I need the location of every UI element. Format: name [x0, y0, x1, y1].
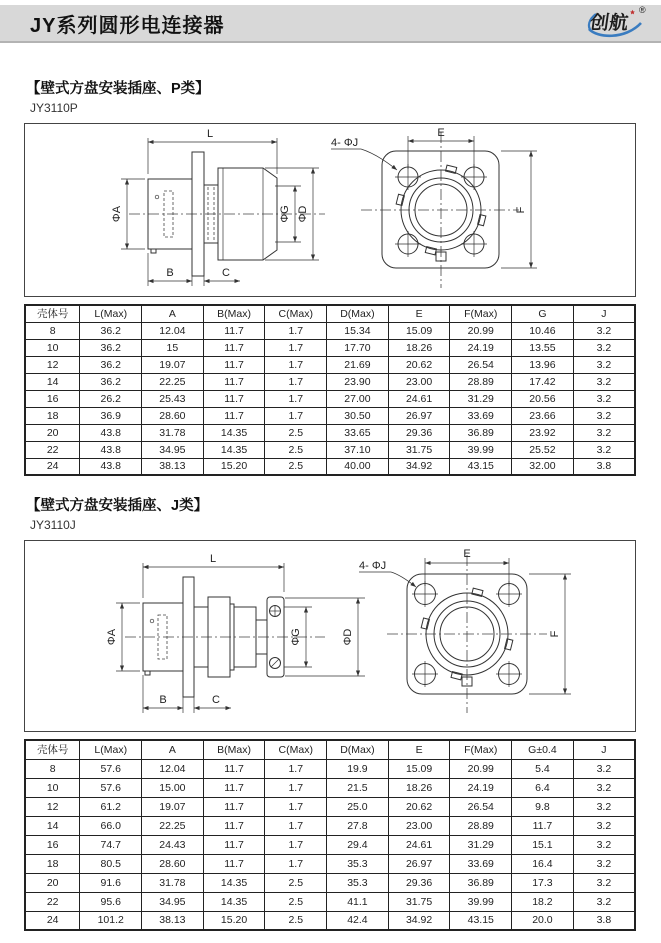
table-row [25, 873, 635, 892]
column-header: F(Max) [450, 305, 512, 322]
table-row [25, 797, 635, 816]
column-header: J [573, 305, 635, 322]
dim-label-l: L [206, 128, 214, 140]
dim-label-phi-d: ΦD [342, 628, 354, 646]
table-cell: 2.5 [265, 873, 327, 892]
table-cell: 1.7 [265, 390, 327, 407]
table-header-row [25, 305, 635, 322]
table-cell: 20.56 [512, 390, 574, 407]
table-cell: 11.7 [203, 322, 265, 339]
table-cell: 3.2 [573, 441, 635, 458]
table-cell: 10.46 [512, 322, 574, 339]
drawing-j-type-svg [25, 541, 635, 731]
table-cell: 25.0 [327, 797, 389, 816]
column-header: D(Max) [327, 740, 389, 759]
table-cell: 11.7 [203, 854, 265, 873]
table-cell: 11.7 [203, 356, 265, 373]
column-header: B(Max) [203, 740, 265, 759]
table-cell: 31.29 [450, 390, 512, 407]
holes-label: 4- ΦJ [359, 560, 387, 572]
table-row [25, 424, 635, 441]
column-header: J [573, 740, 635, 759]
front-view-j [359, 548, 571, 713]
side-view-p [111, 128, 325, 286]
table-cell: 8 [25, 322, 80, 339]
table-cell: 66.0 [80, 816, 142, 835]
column-header: G [512, 305, 574, 322]
table-cell: 57.6 [80, 759, 142, 778]
column-header: L(Max) [80, 740, 142, 759]
table-cell: 32.00 [512, 458, 574, 475]
table-cell: 1.7 [265, 759, 327, 778]
table-cell: 15.20 [203, 458, 265, 475]
side-view-j [106, 553, 365, 713]
brand-logo [583, 2, 651, 44]
table-cell: 23.00 [388, 373, 450, 390]
table-cell: 24 [25, 911, 80, 930]
table-cell: 24.19 [450, 339, 512, 356]
table-cell: 35.3 [327, 873, 389, 892]
table-cell: 20 [25, 424, 80, 441]
column-header: E [388, 305, 450, 322]
table-cell: 31.78 [142, 424, 204, 441]
table-cell: 33.69 [450, 854, 512, 873]
table-cell: 5.4 [512, 759, 574, 778]
table-cell: 43.8 [80, 458, 142, 475]
dim-label-f: F [515, 206, 527, 214]
table-cell: 10 [25, 778, 80, 797]
table-cell: 1.7 [265, 373, 327, 390]
dim-label-phi-g: ΦG [290, 628, 302, 646]
table-cell: 3.2 [573, 339, 635, 356]
table-cell: 1.7 [265, 778, 327, 797]
table-cell: 3.2 [573, 390, 635, 407]
column-header: A [142, 740, 204, 759]
dim-label-c: C [222, 267, 230, 279]
table-cell: 17.3 [512, 873, 574, 892]
table-cell: 3.8 [573, 458, 635, 475]
column-header: G±0.4 [512, 740, 574, 759]
table-cell: 27.00 [327, 390, 389, 407]
table-cell: 14 [25, 373, 80, 390]
table-cell: 101.2 [80, 911, 142, 930]
dimension-table-j-type [24, 739, 636, 931]
table-cell: 29.36 [388, 424, 450, 441]
table-cell: 22 [25, 892, 80, 911]
column-header: 壳体号 [25, 740, 80, 759]
table-cell: 15.34 [327, 322, 389, 339]
table-cell: 18 [25, 854, 80, 873]
table-cell: 1.7 [265, 322, 327, 339]
column-header: C(Max) [265, 740, 327, 759]
table-cell: 23.66 [512, 407, 574, 424]
header-bar [0, 5, 661, 43]
table-cell: 3.2 [573, 778, 635, 797]
table-cell: 11.7 [203, 407, 265, 424]
table-cell: 18.26 [388, 339, 450, 356]
table-cell: 18.26 [388, 778, 450, 797]
table-cell: 26.97 [388, 854, 450, 873]
table-cell: 20.62 [388, 797, 450, 816]
table-cell: 26.97 [388, 407, 450, 424]
table-cell: 12 [25, 797, 80, 816]
table-cell: 36.2 [80, 322, 142, 339]
table-cell: 21.5 [327, 778, 389, 797]
table-cell: 91.6 [80, 873, 142, 892]
table-cell: 2.5 [265, 424, 327, 441]
table-cell: 11.7 [203, 797, 265, 816]
table-cell: 24.61 [388, 390, 450, 407]
table-cell: 24.43 [142, 835, 204, 854]
table-cell: 31.75 [388, 441, 450, 458]
table-cell: 20 [25, 873, 80, 892]
table-cell: 18.2 [512, 892, 574, 911]
table-row [25, 835, 635, 854]
dim-label-phi-g: ΦG [279, 205, 291, 223]
table-cell: 30.50 [327, 407, 389, 424]
table-cell: 14.35 [203, 424, 265, 441]
table-cell: 11.7 [203, 373, 265, 390]
table-cell: 36.89 [450, 424, 512, 441]
table-cell: 34.95 [142, 441, 204, 458]
table-cell: 57.6 [80, 778, 142, 797]
table-cell: 12.04 [142, 322, 204, 339]
table-cell: 36.89 [450, 873, 512, 892]
table-row [25, 339, 635, 356]
table-cell: 36.2 [80, 373, 142, 390]
table-cell: 23.00 [388, 816, 450, 835]
column-header: L(Max) [80, 305, 142, 322]
table-cell: 23.90 [327, 373, 389, 390]
table-cell: 28.89 [450, 373, 512, 390]
table-cell: 3.2 [573, 892, 635, 911]
section-heading-p-type: 【壁式方盘安装插座、P类】 [26, 81, 210, 97]
table-cell: 40.00 [327, 458, 389, 475]
table-cell: 31.75 [388, 892, 450, 911]
table-cell: 3.2 [573, 854, 635, 873]
table-cell: 20.0 [512, 911, 574, 930]
table-row [25, 441, 635, 458]
table-cell: 3.2 [573, 797, 635, 816]
table-cell: 15 [142, 339, 204, 356]
registered-mark: ® [639, 5, 646, 15]
table-row [25, 373, 635, 390]
table-cell: 13.96 [512, 356, 574, 373]
table-row [25, 356, 635, 373]
dim-label-e: E [437, 127, 445, 139]
dim-label-phi-d: ΦD [297, 205, 309, 223]
table-cell: 15.09 [388, 322, 450, 339]
technical-drawing-p-type [24, 123, 636, 297]
table-cell: 3.8 [573, 911, 635, 930]
table-cell: 21.69 [327, 356, 389, 373]
drawing-p-type-svg [25, 124, 635, 296]
table-cell: 3.2 [573, 759, 635, 778]
table-cell: 14.35 [203, 892, 265, 911]
table-cell: 29.36 [388, 873, 450, 892]
table-cell: 80.5 [80, 854, 142, 873]
table-cell: 1.7 [265, 854, 327, 873]
table-cell: 39.99 [450, 892, 512, 911]
table-cell: 24.61 [388, 835, 450, 854]
table-cell: 1.7 [265, 339, 327, 356]
column-header: F(Max) [450, 740, 512, 759]
table-cell: 22.25 [142, 373, 204, 390]
table-cell: 8 [25, 759, 80, 778]
table-row [25, 322, 635, 339]
table-cell: 3.2 [573, 424, 635, 441]
table-cell: 14.35 [203, 873, 265, 892]
table-cell: 1.7 [265, 356, 327, 373]
table-cell: 28.89 [450, 816, 512, 835]
table-cell: 26.54 [450, 356, 512, 373]
table-cell: 28.60 [142, 854, 204, 873]
table-cell: 36.2 [80, 356, 142, 373]
table-cell: 36.9 [80, 407, 142, 424]
table-cell: 43.8 [80, 424, 142, 441]
table-cell: 34.92 [388, 911, 450, 930]
table-cell: 26.2 [80, 390, 142, 407]
table-cell: 16 [25, 835, 80, 854]
table-cell: 11.7 [203, 339, 265, 356]
column-header: A [142, 305, 204, 322]
dim-label-b: B [159, 694, 167, 706]
table-cell: 3.2 [573, 322, 635, 339]
table-cell: 11.7 [203, 778, 265, 797]
table-cell: 34.95 [142, 892, 204, 911]
front-view-p [331, 127, 537, 288]
column-header: D(Max) [327, 305, 389, 322]
model-code-jy3110j: JY3110J [30, 518, 76, 532]
table-cell: 3.2 [573, 816, 635, 835]
table-row [25, 854, 635, 873]
table-cell: 61.2 [80, 797, 142, 816]
table-cell: 38.13 [142, 458, 204, 475]
table-row [25, 816, 635, 835]
table-cell: 2.5 [265, 458, 327, 475]
table-cell: 14 [25, 816, 80, 835]
dim-label-b: B [166, 267, 174, 279]
table-cell: 3.2 [573, 407, 635, 424]
table-cell: 42.4 [327, 911, 389, 930]
table-row [25, 390, 635, 407]
table-cell: 20.62 [388, 356, 450, 373]
table-cell: 17.42 [512, 373, 574, 390]
table-cell: 14.35 [203, 441, 265, 458]
table-cell: 23.92 [512, 424, 574, 441]
table-cell: 3.2 [573, 873, 635, 892]
table-cell: 43.8 [80, 441, 142, 458]
dim-label-phi-a: ΦA [111, 205, 123, 223]
table-cell: 19.07 [142, 797, 204, 816]
dim-label-f: F [549, 630, 561, 638]
table-cell: 22.25 [142, 816, 204, 835]
table-cell: 33.69 [450, 407, 512, 424]
table-cell: 29.4 [327, 835, 389, 854]
table-header-row [25, 740, 635, 759]
table-cell: 12 [25, 356, 80, 373]
dim-label-phi-a: ΦA [106, 628, 118, 646]
table-cell: 43.15 [450, 911, 512, 930]
table-cell: 15.20 [203, 911, 265, 930]
table-cell: 2.5 [265, 441, 327, 458]
table-cell: 35.3 [327, 854, 389, 873]
table-cell: 11.7 [203, 835, 265, 854]
table-cell: 19.9 [327, 759, 389, 778]
table-cell: 1.7 [265, 816, 327, 835]
table-cell: 10 [25, 339, 80, 356]
table-cell: 2.5 [265, 892, 327, 911]
table-cell: 6.4 [512, 778, 574, 797]
table-cell: 16.4 [512, 854, 574, 873]
table-cell: 20.99 [450, 322, 512, 339]
table-cell: 37.10 [327, 441, 389, 458]
logo-text: 创航 [588, 13, 630, 34]
dim-label-e: E [463, 548, 471, 560]
table-cell: 12.04 [142, 759, 204, 778]
table-cell: 24 [25, 458, 80, 475]
table-cell: 1.7 [265, 407, 327, 424]
table-cell: 3.2 [573, 373, 635, 390]
table-cell: 34.92 [388, 458, 450, 475]
dim-label-l: L [209, 553, 217, 565]
table-cell: 15.09 [388, 759, 450, 778]
table-cell: 2.5 [265, 911, 327, 930]
table-row [25, 759, 635, 778]
table-cell: 11.7 [203, 390, 265, 407]
table-cell: 22 [25, 441, 80, 458]
table-row [25, 911, 635, 930]
table-cell: 24.19 [450, 778, 512, 797]
table-cell: 1.7 [265, 835, 327, 854]
table-cell: 19.07 [142, 356, 204, 373]
table-cell: 15.1 [512, 835, 574, 854]
table-cell: 28.60 [142, 407, 204, 424]
table-cell: 25.43 [142, 390, 204, 407]
table-cell: 31.29 [450, 835, 512, 854]
table-row [25, 892, 635, 911]
page-title: JY系列圆形电连接器 [30, 14, 225, 37]
dimension-table-p-type [24, 304, 636, 476]
table-cell: 26.54 [450, 797, 512, 816]
table-cell: 95.6 [80, 892, 142, 911]
table-cell: 3.2 [573, 835, 635, 854]
table-cell: 33.65 [327, 424, 389, 441]
table-row [25, 407, 635, 424]
column-header: B(Max) [203, 305, 265, 322]
table-cell: 18 [25, 407, 80, 424]
table-cell: 16 [25, 390, 80, 407]
table-cell: 25.52 [512, 441, 574, 458]
section-heading-j-type: 【壁式方盘安装插座、J类】 [26, 498, 209, 514]
table-cell: 9.8 [512, 797, 574, 816]
table-cell: 41.1 [327, 892, 389, 911]
table-cell: 17.70 [327, 339, 389, 356]
table-cell: 39.99 [450, 441, 512, 458]
table-row [25, 778, 635, 797]
table-cell: 1.7 [265, 797, 327, 816]
table-cell: 43.15 [450, 458, 512, 475]
model-code-jy3110p: JY3110P [30, 101, 78, 115]
table-cell: 11.7 [203, 759, 265, 778]
table-cell: 38.13 [142, 911, 204, 930]
logo-star-icon [630, 10, 635, 15]
table-cell: 20.99 [450, 759, 512, 778]
table-cell: 31.78 [142, 873, 204, 892]
table-cell: 27.8 [327, 816, 389, 835]
holes-label: 4- ΦJ [331, 137, 359, 149]
table-cell: 36.2 [80, 339, 142, 356]
brand-logo-icon [583, 2, 651, 44]
table-cell: 3.2 [573, 356, 635, 373]
technical-drawing-j-type [24, 540, 636, 732]
column-header: C(Max) [265, 305, 327, 322]
table-cell: 11.7 [512, 816, 574, 835]
table-cell: 11.7 [203, 816, 265, 835]
table-row [25, 458, 635, 475]
table-cell: 74.7 [80, 835, 142, 854]
column-header: 壳体号 [25, 305, 80, 322]
column-header: E [388, 740, 450, 759]
dim-label-c: C [212, 694, 220, 706]
table-cell: 13.55 [512, 339, 574, 356]
table-cell: 15.00 [142, 778, 204, 797]
